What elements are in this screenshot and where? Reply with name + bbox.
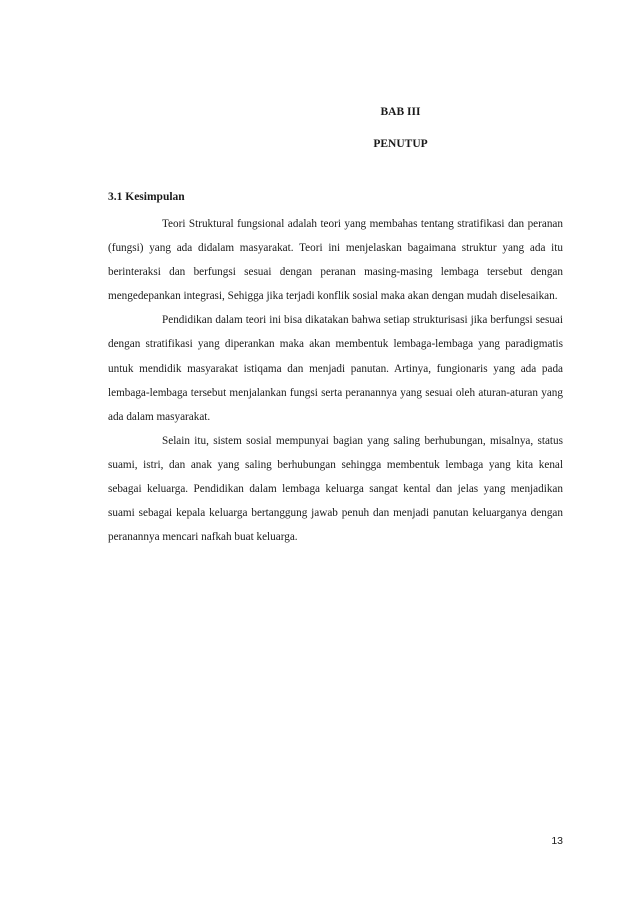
section-heading: 3.1 Kesimpulan [108,191,185,203]
chapter-title: PENUTUP [373,138,428,150]
paragraph-1: Teori Struktural fungsional adalah teori yang membahas tentang stratifikasi dan peranan (fungsi) yang ada didalam masyarakat. Teori ini menjelaskan bagaimana struktur yang ada itu berinteraksi dan berfungsi sesuai dengan peranan masing-masing lembaga tersebut dengan mengedepankan integrasi, Sehigga jika terjadi konflik sosial maka akan dengan mudah diselesaikan. [108,218,563,303]
body-text [108,212,563,549]
page-number: 13 [551,835,563,847]
paragraph-3: Selain itu, sistem sosial mempunyai bagian yang saling berhubungan, misalnya, status suami, istri, dan anak yang saling berhubungan sehingga membentuk lembaga yang kita kenal sebagai keluarga. Pendidikan dalam lembaga keluarga sangat kental dan jelas yang menjadikan suami sebagai kepala keluarga bertanggung jawab penuh dan menjadi panutan keluarganya dengan peranannya mencari nafkah buat keluarga. [108,434,563,544]
chapter-number: BAB III [380,106,421,118]
paragraph-2: Pendidikan dalam teori ini bisa dikatakan bahwa setiap strukturisasi jika berfungsi sesuai dengan stratifikasi yang diperankan maka akan membentuk lembaga-lembaga yang paradigmatis untuk mendidik masyarakat istiqama dan menjadi panutan. Artinya, fungionaris yang ada pada lembaga-lembaga tersebut menjalankan fungsi serta peranannya yang sesuai oleh aturan-aturan yang ada dalam masyarakat. [108,314,563,423]
